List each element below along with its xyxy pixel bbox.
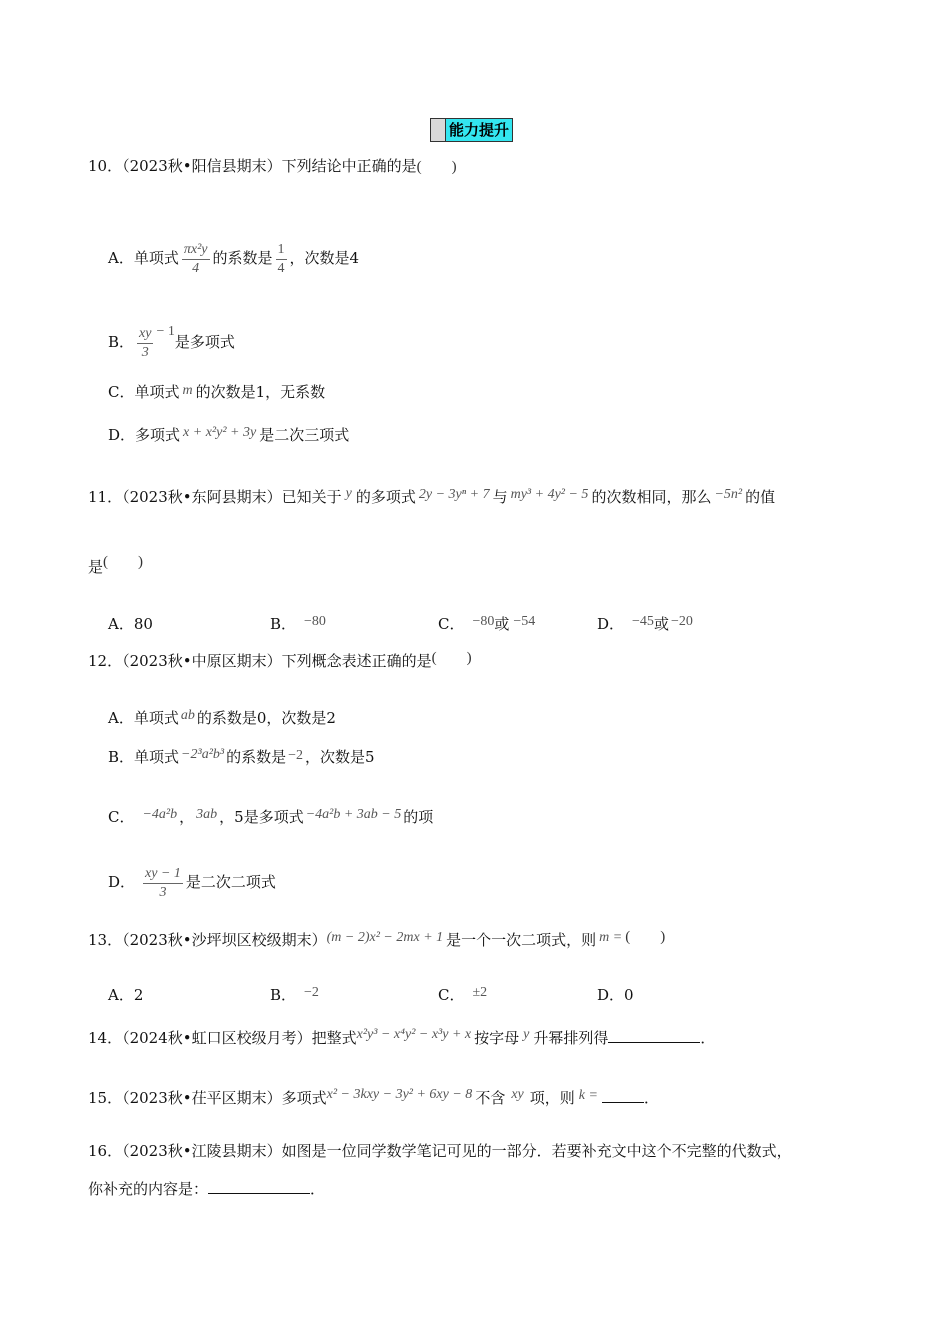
q11-option-a[interactable] [108,614,153,634]
question-number: 16． [88,1142,123,1160]
option-value: −80 [304,614,326,629]
math-expression: −2 [288,748,304,763]
question-text: （2023秋•中原区期末）下列概念表述正确的是 [122,652,432,670]
math-expression: m = [599,930,623,945]
option-text: 单项式 [133,249,179,267]
option-text: 的系数是0，次数是2 [196,709,336,727]
section-title-label: 能力提升 [446,119,512,141]
question-text: （2024秋•虹口区校级月考）把整式 [122,1029,357,1047]
question-number: 10． [88,157,123,175]
math-expression: −4a²b + 3ab − 5 [305,807,402,822]
option-text: ，次数是5 [305,748,375,766]
fraction-denominator: 4 [192,260,200,276]
math-expression: −5n² [714,487,743,502]
option-value: ±2 [472,985,488,1000]
question-text: ． [700,1029,716,1047]
option-letter: B． [108,748,135,766]
question-number: 15． [88,1089,123,1107]
option-text: 单项式 [134,383,180,401]
option-text: 是二次三项式 [259,426,350,444]
fraction-numerator: xy [137,325,153,344]
q10-option-b[interactable] [108,322,235,364]
answer-paren: ( ) [431,650,472,666]
option-letter: C． [438,986,465,1004]
math-expression: m [182,383,193,398]
option-value: −54 [513,614,536,629]
option-text: 是二次二项式 [185,873,276,891]
option-value: −45 [632,614,654,629]
math-expression: 2y − 3yⁿ + 7 [418,487,490,502]
option-letter: A． [108,986,134,1004]
option-text: 或 [494,615,510,633]
question-14-stem [88,1028,715,1050]
fraction [137,325,153,362]
question-10-stem [88,156,457,177]
coefficient-fraction [276,241,287,278]
question-text: （2023秋•沙坪坝区校级期末） [122,931,327,949]
option-text: 的次数是1，无系数 [195,383,326,401]
option-letter: B． [108,333,135,351]
q13-option-c[interactable] [438,985,487,1007]
option-value: 0 [624,986,634,1004]
math-expression: x + x²y² + 3y [183,425,257,440]
fraction-denominator: 3 [141,344,149,360]
question-text: 是一个一次二项式，则 [446,931,597,949]
answer-paren: ( ) [416,159,457,175]
math-expression: my³ + 4y² − 5 [510,487,589,502]
section-title [430,118,513,142]
option-value: 80 [133,615,153,633]
question-text: 项，则 [529,1089,575,1107]
q11-option-d[interactable] [597,614,693,636]
option-letter: B． [270,986,297,1004]
option-text: ， [179,808,195,826]
option-value: 2 [133,986,144,1004]
option-text: ，5是多项式 [219,808,304,826]
question-16-stem-line2 [88,1179,325,1199]
question-13-stem [88,930,665,952]
question-15-stem [88,1088,659,1110]
question-16-stem [88,1141,792,1161]
option-text: 的系数是 [226,748,287,766]
question-11-stem-line2 [88,554,144,578]
option-letter: D． [108,873,136,891]
answer-paren: ( ) [103,554,144,570]
option-letter: C． [108,808,135,826]
question-text: 与 [492,488,508,506]
question-text: （2023秋•江陵县期末）如图是一位同学数学笔记可见的一部分．若要补充文中这个不完整的代数式， [122,1142,792,1160]
question-11-stem [88,487,775,509]
section-marker [431,119,446,141]
q10-option-d[interactable] [108,425,349,447]
question-text: （2023秋•阳信县期末）下列结论中正确的是 [122,157,417,175]
question-text: 的多项式 [355,488,416,506]
math-expression: y [345,486,352,501]
option-text: ，次数是4 [289,249,360,267]
question-12-stem [88,651,472,672]
option-text: 的系数是 [212,249,273,267]
option-letter: A． [108,249,134,267]
option-letter: B． [270,615,297,633]
math-expression: −4a²b [142,807,178,822]
question-text: （2023秋•茌平区期末）多项式 [122,1089,327,1107]
question-text: 不含 [475,1089,506,1107]
option-text: 或 [653,615,669,633]
fraction [143,865,183,902]
q11-option-b[interactable] [270,614,326,636]
math-expression: −2³a²b³ [181,747,225,762]
math-expression: (m − 2)x² − 2mx + 1 [326,930,444,945]
option-value: −2 [304,985,319,1000]
question-text: ． [643,1089,659,1107]
option-text: 是多项式 [174,333,235,351]
question-text: 的值 [745,488,776,506]
option-text: 多项式 [135,426,181,444]
question-text: 按字母 [474,1029,520,1047]
option-value: −20 [670,614,693,629]
math-expression: ab [180,708,195,723]
fraction [182,241,210,278]
option-text: 单项式 [134,748,180,766]
option-letter: D． [108,426,136,444]
math-expression: y [523,1027,530,1042]
math-expression: 3ab [196,807,218,822]
answer-blank[interactable] [602,1088,644,1103]
math-expression: x²y³ − x⁴y² − x³y + x [356,1027,472,1042]
question-text: 的次数相同，那么 [591,488,712,506]
q12-option-c[interactable] [108,807,433,829]
option-letter: D． [597,615,625,633]
option-letter: C． [108,383,135,401]
question-number: 13． [88,931,123,949]
math-expression: xy [511,1087,524,1102]
question-text: （2023秋•东阿县期末）已知关于 [122,488,342,506]
q13-option-a[interactable] [108,985,143,1005]
fraction-denominator: 3 [159,884,167,900]
question-number: 11． [88,488,123,506]
answer-paren: ( ) [625,929,666,945]
question-text: 升幂排列得 [533,1029,609,1047]
math-expression: − 1 [156,324,175,339]
question-number: 14． [88,1029,123,1047]
option-letter: D． [597,986,625,1004]
fraction-numerator: xy − 1 [143,865,183,884]
q10-option-a[interactable] [108,238,359,278]
option-text: 单项式 [133,709,179,727]
option-letter: A． [108,615,134,633]
q12-option-b[interactable] [108,747,375,769]
question-text: 是 [88,558,104,576]
q12-option-d[interactable] [108,862,276,902]
fraction-numerator: πx²y [182,241,210,260]
answer-blank[interactable] [208,1179,310,1194]
answer-blank[interactable] [608,1028,700,1043]
option-text: 的项 [403,808,434,826]
q13-option-b[interactable] [270,985,319,1007]
option-letter: C． [438,615,465,633]
question-number: 12． [88,652,123,670]
fraction-numerator: 1 [276,241,287,260]
question-text: ． [310,1180,326,1198]
q12-option-a[interactable] [108,708,336,730]
q11-option-c[interactable] [438,614,535,636]
math-expression: k = [578,1088,598,1103]
question-text: 你补充的内容是： [88,1180,209,1198]
option-letter: A． [108,709,134,727]
option-value: −80 [472,614,495,629]
fraction-denominator: 4 [277,260,285,276]
math-expression: x² − 3kxy − 3y² + 6xy − 8 [326,1087,473,1102]
q10-option-c[interactable] [108,382,325,404]
q13-option-d[interactable] [597,985,634,1005]
